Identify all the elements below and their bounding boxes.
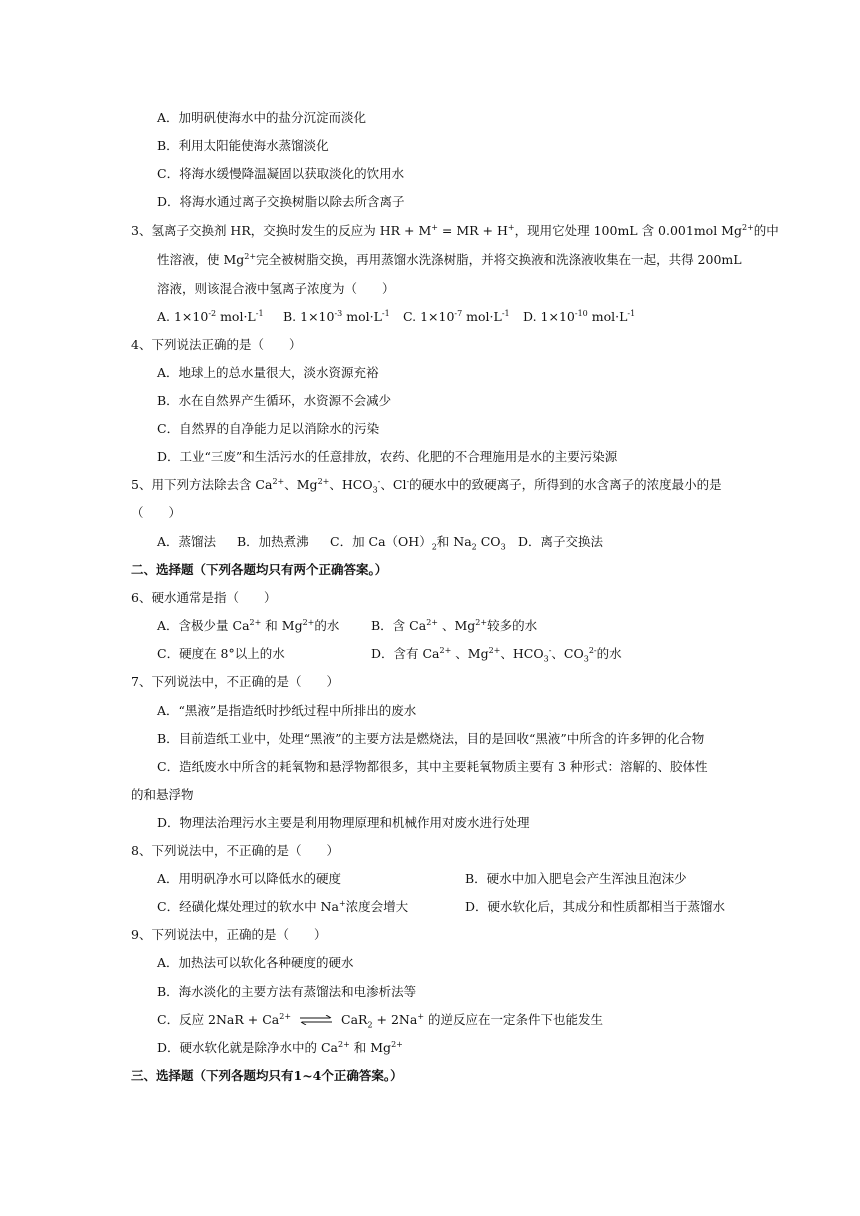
q8-option-a: A．用明矾净水可以降低水的硬度 — [157, 871, 342, 886]
q2-option-d: D．将海水通过离子交换树脂以除去所含离子 — [157, 194, 405, 209]
q7-option-b: B．目前造纸工业中，处理“黑液”的主要方法是燃烧法，目的是回收“黑液”中所含的许多钾的化合物 — [157, 731, 705, 746]
q2-option-a: A．加明矾使海水中的盐分沉淀而淡化 — [157, 110, 367, 125]
q3-option-d: D. $1\times 10^{-10}$ $mol\cdot L^{-1}$ — [523, 308, 636, 324]
q7-stem: 7、下列说法中，不正确的是（ ） — [131, 674, 339, 689]
q3-option-a: A. $1\times 10^{-2}$ $mol\cdot L^{-1}$ — [157, 308, 264, 324]
q5-option-a: A．蒸馏法 — [157, 534, 217, 549]
section-2-heading: 二、选择题（下列各题均只有两个正确答案。） — [131, 562, 388, 577]
q6-option-b: B．含 $Ca^{2+}$ 、$Mg^{2+}$较多的水 — [371, 617, 538, 633]
q6-option-d: D．含有 $Ca^{2+}$ 、$Mg^{2+}$、$HCO_3^-$、$CO_3^{2-}$的水 — [371, 645, 622, 664]
q4-stem: 4、下列说法正确的是（ ） — [131, 337, 302, 352]
q5-stem-line1: 5、用下列方法除去含 $Ca^{2+}$、$Mg^{2+}$、$HCO_3^-$、Cl-的硬水中的致硬离子，所得到的水含离子的浓度最小的是 — [131, 476, 722, 495]
q4-option-a: A．地球上的总水量很大，淡水资源充裕 — [157, 365, 379, 380]
q5-stem-line2: （ ） — [131, 505, 182, 520]
section-3-heading: 三、选择题（下列各题均只有1~4个正确答案。） — [131, 1068, 403, 1083]
reversible-arrow-icon — [299, 1013, 333, 1029]
q4-option-b: B．水在自然界产生循环，水资源不会减少 — [157, 393, 392, 408]
q4-option-c: C．自然界的自净能力足以消除水的污染 — [157, 421, 380, 436]
q8-option-d: D．硬水软化后，其成分和性质都相当于蒸馏水 — [465, 899, 726, 914]
q7-option-c-line1: C．造纸废水中所含的耗氧物和悬浮物都很多，其中主要耗氧物质主要有 3 种形式：溶解的、胶体性 — [157, 759, 708, 774]
q3-stem-line3: 溶液，则该混合液中氢离子浓度为（ ） — [157, 281, 395, 296]
q6-stem: 6、硬水通常是指（ ） — [131, 590, 277, 605]
q7-option-d: D．物理法治理污水主要是利用物理原理和机械作用对废水进行处理 — [157, 815, 530, 830]
q9-stem: 9、下列说法中，正确的是（ ） — [131, 927, 327, 942]
q8-option-c: C．经磺化煤处理过的软水中 Na+浓度会增大 — [157, 898, 409, 914]
q4-option-d: D．工业“三废”和生活污水的任意排放，农药、化肥的不合理施用是水的主要污染源 — [157, 449, 618, 464]
q9-option-b: B．海水淡化的主要方法有蒸馏法和电渗析法等 — [157, 984, 417, 999]
q9-option-d: D．硬水软化就是除净水中的 $Ca^{2+}$ 和 $Mg^{2+}$ — [157, 1039, 403, 1055]
q5-option-d: D．离子交换法 — [518, 534, 604, 549]
q6-option-c: C．硬度在 8°以上的水 — [157, 646, 285, 661]
q3-option-c: C. $1\times 10^{-7}$ $mol\cdot L^{-1}$ — [403, 308, 510, 324]
q7-option-c-line2: 的和悬浮物 — [131, 787, 194, 802]
q8-option-b: B．硬水中加入肥皂会产生浑浊且泡沫少 — [465, 871, 687, 886]
q3-option-b: B. $1\times 10^{-3}$ $mol\cdot L^{-1}$ — [283, 308, 390, 324]
q5-option-c: C．加 $Ca(OH)_2$和 $Na_2$ $CO_3$ — [330, 534, 506, 552]
q9-option-c: C．反应 $2NaR + Ca^{2+}$ CaR$_2$ + 2Na+ 的逆反应在一定条件下也能发生 — [157, 1011, 604, 1030]
q8-stem: 8、下列说法中，不正确的是（ ） — [131, 843, 339, 858]
q3-stem-line1: 3、氢离子交换剂 HR，交换时发生的反应为 HR + M+ = MR + H+，现用它处理 100mL 含 0.001mol $Mg^{2+}$的中 — [131, 222, 779, 238]
q2-option-c: C．将海水缓慢降温凝固以获取淡化的饮用水 — [157, 166, 405, 181]
q6-option-a: A．含极少量 $Ca^{2+}$ 和 $Mg^{2+}$的水 — [157, 617, 340, 633]
q7-option-a: A．“黑液”是指造纸时抄纸过程中所排出的废水 — [157, 703, 417, 718]
q5-option-b: B．加热煮沸 — [237, 534, 309, 549]
q2-option-b: B．利用太阳能使海水蒸馏淡化 — [157, 138, 329, 153]
q3-stem-line2: 性溶液，使 $Mg^{2+}$完全被树脂交换，再用蒸馏水洗涤树脂，并将交换液和洗涤液收集在一起，共得 200mL — [157, 251, 742, 267]
q9-option-a: A．加热法可以软化各种硬度的硬水 — [157, 955, 354, 970]
